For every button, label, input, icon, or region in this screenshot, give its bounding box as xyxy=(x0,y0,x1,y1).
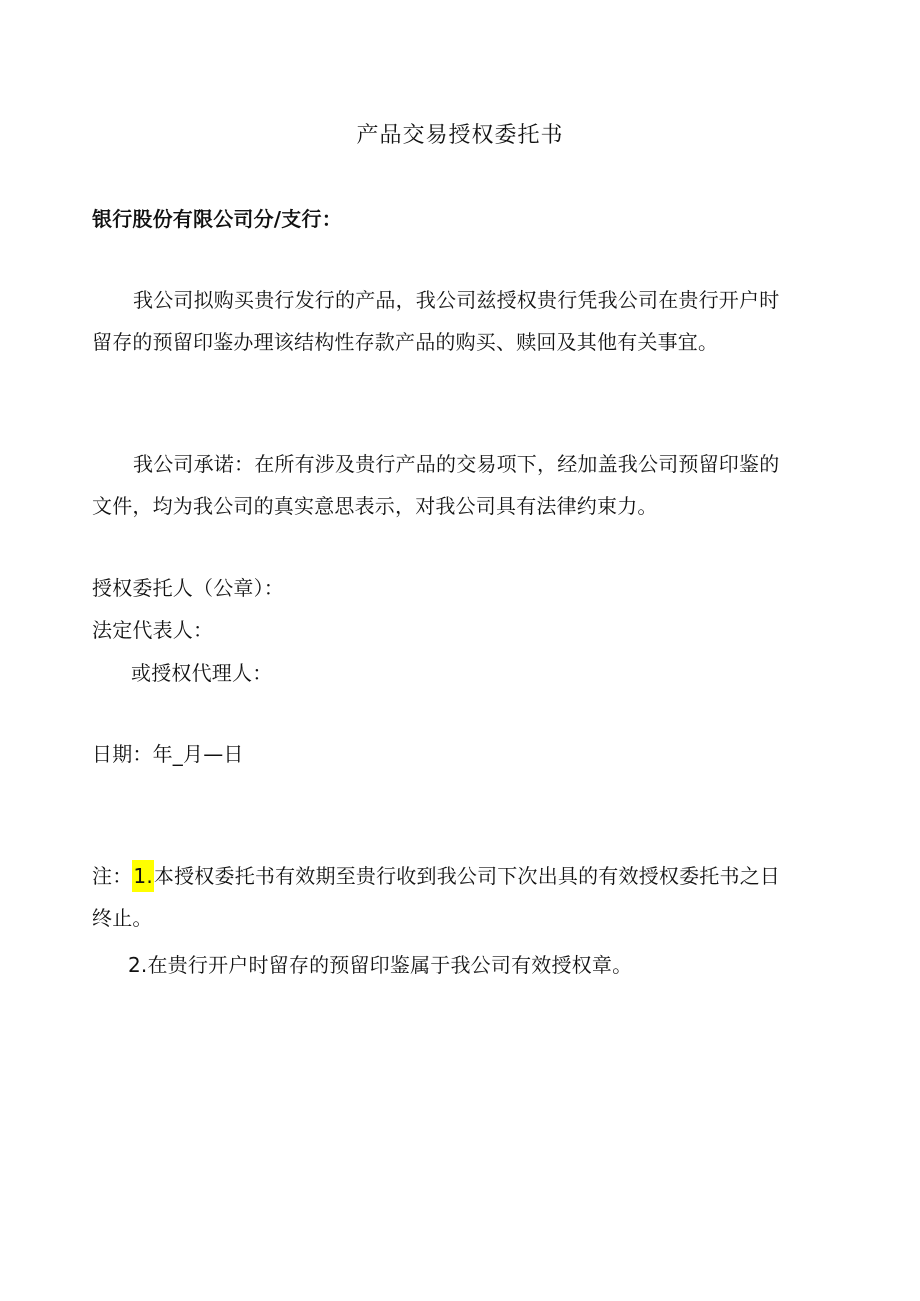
paragraph2-line2: 文件，均为我公司的真实意思表示，对我公司具有法律约束力。 xyxy=(92,494,658,518)
note1-text: 本授权委托书有效期至贵行收到我公司下次出具的有效授权委托书之日 xyxy=(153,864,781,888)
paragraph1-line1: 我公司拟购买贵行发行的产品，我公司兹授权贵行凭我公司在贵行开户时 xyxy=(133,288,780,312)
principal-signature-label: 授权委托人（公章）： xyxy=(92,576,284,600)
paragraph1-line2: 留存的预留印鉴办理该结构性存款产品的购买、赎回及其他有关事宜。 xyxy=(92,330,719,354)
paragraph2-line1: 我公司承诺：在所有涉及贵行产品的交易项下，经加盖我公司预留印鉴的 xyxy=(133,452,780,476)
addressee-line: 银行股份有限公司分/支行： xyxy=(92,207,342,231)
notes-prefix: 注： xyxy=(92,864,133,888)
note1-number-highlight: 1. xyxy=(132,860,153,892)
date-line: 日期：年_月—日 xyxy=(92,742,244,766)
authorized-agent-label: 或授权代理人： xyxy=(131,661,273,685)
note1-line1 xyxy=(92,864,780,888)
note1-line2: 终止。 xyxy=(92,906,153,930)
note2-line: 2.在贵行开户时留存的预留印鉴属于我公司有效授权章。 xyxy=(128,953,633,977)
legal-representative-label: 法定代表人： xyxy=(92,618,214,642)
document-title: 产品交易授权委托书 xyxy=(356,123,564,148)
